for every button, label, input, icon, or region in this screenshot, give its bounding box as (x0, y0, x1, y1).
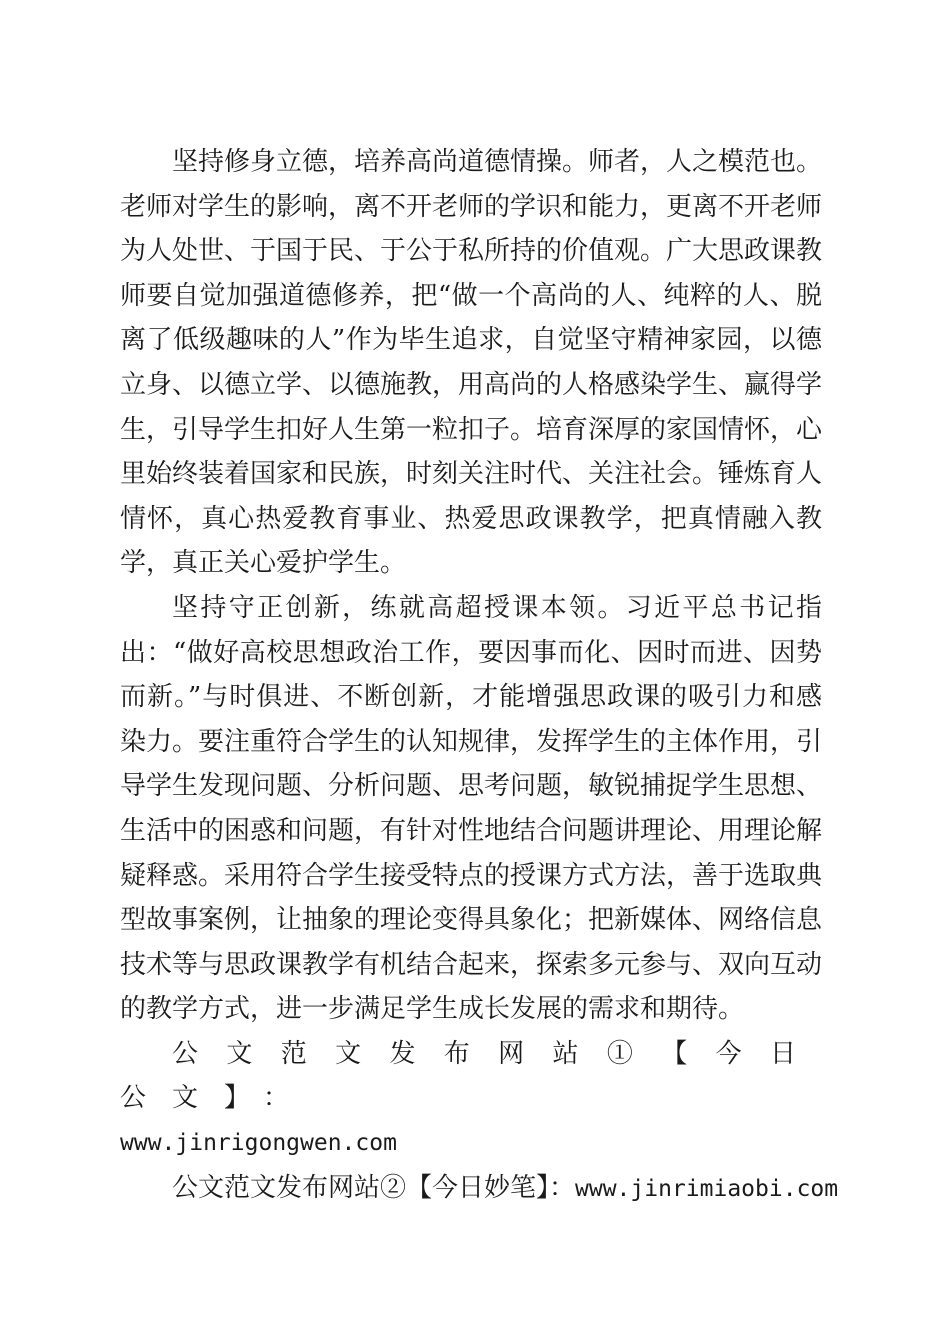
footer-link-2-label: 公文范文发布网站②【今日妙笔】： (172, 1172, 576, 1203)
body-paragraph-2: 坚持守正创新，练就高超授课本领。习近平总书记指出：“做好高校思想政治工作，要因事而化、因时而进、因势而新。”与时俱进、不断创新，才能增强思政课的吸引力和感染力。要注重符合学生的认知规律，发挥学生的主体作用，引导学生发现问题、分析问题、思考问题，敏锐捕捉学生思想、生活中的困惑和问题，有针对性地结合问题讲理论、用理论解疑释惑。采用符合学生接受特点的授课方式方法，善于选取典型故事案例，让抽象的理论变得具象化；把新媒体、网络信息技术等与思政课教学有机结合起来，探索多元参与、双向互动的教学方式，进一步满足学生成长发展的需求和期待。 (120, 592, 823, 1025)
footer-link-1-url[interactable]: www.jinrigongwen.com (120, 1130, 397, 1157)
body-paragraph-1: 坚持修身立德，培养高尚道德情操。师者，人之模范也。老师对学生的影响，离不开老师的学识和能力，更离不开老师为人处世、于国于民、于公于私所持的价值观。广大思政课教师要自觉加强道德修养，把“做一个高尚的人、纯粹的人、脱离了低级趣味的人”作为毕生追求，自觉坚守精神家园，以德立身、以德立学、以德施教，用高尚的人格感染学生、赢得学生，引导学生扣好人生第一粒扣子。培育深厚的家国情怀，心里始终装着国家和民族，时刻关注时代、关注社会。锤炼育人情怀，真心热爱教育事业、热爱思政课教学，把真情融入教学，真正关心爱护学生。 (120, 147, 823, 579)
footer-link-1-label: 公文范文发布网站①【今日公文】： (120, 1038, 822, 1114)
footer-link-line-2 (120, 1166, 839, 1212)
footer-link-2-url[interactable]: www.jinrimiaobi.com (575, 1175, 839, 1202)
footer-link-line-1 (120, 1032, 822, 1166)
document-page (120, 140, 839, 1211)
